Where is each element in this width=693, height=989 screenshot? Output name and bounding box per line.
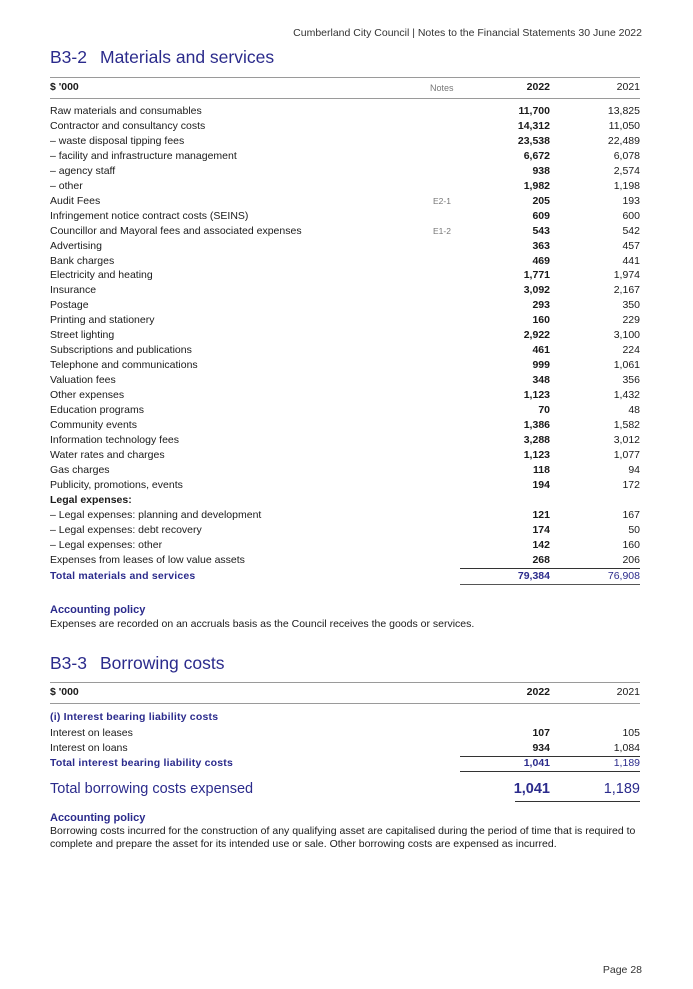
value-2021: 76,908	[607, 570, 640, 583]
grand-total-rule-2021	[565, 801, 640, 802]
row-label: Postage	[50, 299, 89, 312]
row-label: – waste disposal tipping fees	[50, 134, 185, 147]
row-label: – Legal expenses: other	[50, 538, 163, 551]
table-row	[50, 741, 640, 756]
value-2021: 160	[622, 538, 640, 551]
row-label: Other expenses	[50, 389, 125, 402]
accounting-policy-title: Accounting policy	[50, 604, 146, 616]
value-2021: 600	[622, 209, 640, 222]
row-label: Councillor and Mayoral fees and associated expenses	[50, 224, 302, 237]
value-2022: 3,288	[523, 433, 550, 446]
row-label: Information technology fees	[50, 433, 179, 446]
table-row	[50, 508, 640, 523]
value-2022: 1,771	[523, 269, 550, 282]
value-2021: 1,198	[613, 179, 640, 192]
value-2022: 2,922	[523, 329, 550, 342]
row-label: – agency staff	[50, 164, 116, 177]
page-header: Cumberland City Council | Notes to the Financial Statements 30 June 2022	[293, 27, 642, 39]
value-2021: 457	[622, 239, 640, 252]
row-label: Legal expenses:	[50, 493, 132, 506]
table-row	[50, 448, 640, 463]
value-2022: 6,672	[523, 149, 550, 162]
value-2022: 1,041	[513, 781, 550, 797]
value-2022: 469	[532, 254, 550, 267]
row-label: Interest on leases	[50, 727, 133, 739]
value-2022: 11,700	[518, 105, 550, 117]
table-row	[50, 388, 640, 403]
value-2021: 50	[628, 523, 640, 536]
table-row	[50, 254, 640, 269]
row-label: – Legal expenses: planning and development	[50, 508, 262, 521]
value-2022: 194	[532, 478, 550, 491]
col-header-units: $ '000	[50, 81, 79, 93]
table-row	[50, 403, 640, 418]
total-borrowing-costs-row	[50, 781, 640, 801]
row-label: Community events	[50, 418, 137, 431]
row-label: Bank charges	[50, 254, 115, 267]
row-label: Electricity and heating	[50, 269, 153, 282]
value-2022: 3,092	[523, 284, 550, 297]
value-2021: 172	[622, 478, 640, 491]
value-2022: 293	[532, 299, 550, 312]
table-row	[50, 493, 640, 508]
value-2022: 461	[532, 344, 550, 357]
col-header-units: $ '000	[50, 686, 79, 698]
accounting-policy-text: Borrowing costs incurred for the construction of any qualifying asset are capitalised during the period of time that is required to complete and prepare the asset for its intended use or sale. Other borrowing costs are expensed as incurred.	[50, 825, 636, 850]
value-2022: 160	[532, 314, 550, 327]
table-row	[50, 239, 640, 254]
table-header	[50, 682, 640, 704]
table-row	[50, 134, 640, 149]
value-2022: 268	[532, 553, 550, 566]
value-2022: 1,982	[523, 179, 550, 192]
row-label: Total interest bearing liability costs	[50, 757, 234, 769]
value-2022: 23,538	[517, 134, 550, 147]
value-2021: 350	[622, 299, 640, 312]
value-2021: 1,084	[613, 742, 640, 754]
value-2021: 1,189	[613, 757, 640, 769]
table-row	[50, 104, 640, 119]
value-2022: 938	[532, 164, 550, 177]
table-row	[50, 343, 640, 358]
table-row	[50, 209, 640, 224]
table-row	[50, 328, 640, 343]
row-label: Contractor and consultancy costs	[50, 119, 206, 132]
subtotal-row	[50, 756, 640, 771]
value-2021: 356	[622, 374, 640, 387]
table-row	[50, 313, 640, 328]
total-underline-2022	[460, 584, 565, 585]
value-2021: 441	[622, 254, 640, 267]
table-row	[50, 373, 640, 388]
value-2022: 118	[533, 463, 550, 476]
accounting-policy-text: Expenses are recorded on an accruals basis as the Council receives the goods or services.	[50, 618, 475, 630]
value-2021: 224	[622, 344, 640, 357]
row-label: Printing and stationery	[50, 314, 155, 327]
value-2021: 3,100	[613, 329, 640, 342]
row-label: Expenses from leases of low value assets	[50, 553, 245, 566]
value-2021: 542	[622, 224, 640, 237]
row-label: Subscriptions and publications	[50, 344, 192, 357]
value-2022: 934	[532, 742, 550, 754]
value-2022: 107	[532, 727, 550, 739]
accounting-policy-title: Accounting policy	[50, 812, 146, 824]
section-heading: Borrowing costs	[100, 653, 225, 673]
value-2021: 193	[622, 194, 640, 207]
row-label: – facility and infrastructure management	[50, 149, 237, 162]
value-2022: 1,123	[523, 389, 550, 402]
row-label: Total borrowing costs expensed	[50, 781, 254, 797]
row-note: E1-2	[433, 225, 451, 236]
table-row	[50, 283, 640, 298]
value-2022: 1,386	[523, 418, 550, 431]
section-heading: Materials and services	[100, 47, 275, 67]
value-2022: 79,384	[517, 570, 550, 583]
table-row	[50, 553, 640, 568]
subheading: (i) Interest bearing liability costs	[50, 711, 219, 723]
total-underline-2021	[565, 584, 640, 585]
table-header	[50, 77, 640, 99]
page-number: Page 28	[602, 964, 642, 976]
col-header-2021: 2021	[616, 686, 640, 698]
value-2021: 13,825	[607, 105, 640, 117]
table-row	[50, 538, 640, 553]
table-row	[50, 358, 640, 373]
row-label: Telephone and communications	[50, 359, 198, 372]
section-number: B3-2	[50, 47, 87, 67]
value-2021: 22,489	[607, 134, 640, 147]
value-2022: 174	[532, 523, 550, 536]
row-label: – Legal expenses: debt recovery	[50, 523, 202, 536]
value-2021: 229	[622, 314, 640, 327]
row-label: – other	[50, 179, 83, 192]
col-header-2021: 2021	[616, 81, 640, 93]
value-2022: 1,123	[523, 448, 550, 461]
table-row	[50, 194, 640, 209]
value-2021: 1,077	[613, 448, 640, 461]
value-2022: 142	[532, 538, 550, 551]
value-2022: 543	[532, 224, 550, 237]
table-row	[50, 418, 640, 433]
row-label: Total materials and services	[50, 570, 196, 583]
row-label: Audit Fees	[50, 194, 101, 207]
table-row	[50, 726, 640, 741]
value-2021: 2,574	[613, 164, 640, 177]
subtotal-underline-2022	[460, 771, 565, 772]
table-row	[50, 478, 640, 493]
table-row	[50, 119, 640, 134]
table-row	[50, 433, 640, 448]
section-title-b3-2	[50, 47, 274, 68]
value-2022: 363	[532, 239, 550, 252]
value-2021: 6,078	[613, 149, 640, 162]
row-label: Publicity, promotions, events	[50, 478, 183, 491]
total-row	[50, 569, 640, 584]
row-label: Interest on loans	[50, 742, 128, 754]
value-2022: 609	[532, 209, 550, 222]
subheading-row	[50, 710, 640, 725]
value-2021: 1,582	[613, 418, 640, 431]
table-row	[50, 463, 640, 478]
value-2022: 205	[532, 194, 550, 207]
section-title-b3-3	[50, 653, 225, 674]
table-row	[50, 149, 640, 164]
value-2022: 121	[532, 508, 550, 521]
value-2022: 1,041	[523, 757, 550, 769]
value-2021: 3,012	[613, 433, 640, 446]
row-label: Raw materials and consumables	[50, 105, 202, 117]
table-row	[50, 298, 640, 313]
value-2021: 167	[622, 508, 640, 521]
value-2022: 14,312	[517, 119, 550, 132]
section-number: B3-3	[50, 653, 87, 673]
col-header-2022: 2022	[526, 81, 550, 93]
value-2022: 348	[532, 374, 550, 387]
row-label: Insurance	[50, 284, 97, 297]
table-row	[50, 179, 640, 194]
value-2021: 11,050	[608, 119, 640, 132]
value-2021: 94	[628, 463, 640, 476]
value-2022: 999	[532, 359, 550, 372]
row-label: Education programs	[50, 404, 144, 416]
row-label: Valuation fees	[50, 374, 116, 387]
row-label: Gas charges	[50, 463, 110, 476]
value-2021: 48	[628, 404, 640, 416]
table-row	[50, 164, 640, 179]
value-2021: 1,432	[613, 389, 640, 402]
table-row	[50, 523, 640, 538]
subtotal-underline-2021	[565, 771, 640, 772]
table-row	[50, 268, 640, 283]
value-2021: 206	[622, 553, 640, 566]
col-header-notes: Notes	[430, 83, 454, 93]
row-note: E2-1	[433, 195, 451, 206]
value-2022: 70	[538, 404, 550, 416]
table-row	[50, 224, 640, 239]
row-label: Street lighting	[50, 329, 115, 342]
row-label: Advertising	[50, 239, 102, 252]
value-2021: 2,167	[613, 284, 640, 297]
row-label: Infringement notice contract costs (SEINS)	[50, 209, 249, 222]
col-header-2022: 2022	[526, 686, 550, 698]
value-2021: 1,061	[613, 359, 640, 372]
value-2021: 1,189	[603, 781, 640, 797]
value-2021: 105	[622, 727, 640, 739]
row-label: Water rates and charges	[50, 448, 165, 461]
value-2021: 1,974	[613, 269, 640, 282]
